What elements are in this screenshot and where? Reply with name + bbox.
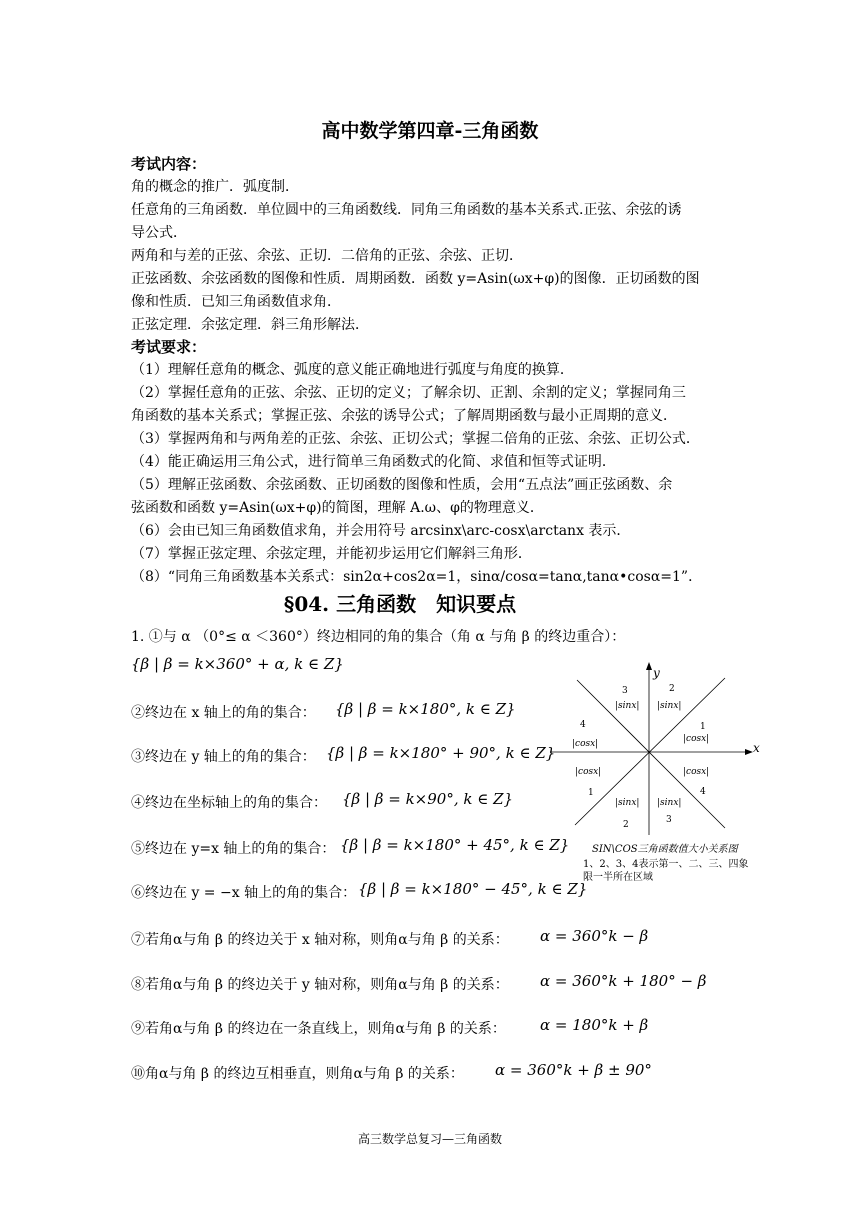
page-title: 高中数学第四章-三角函数 bbox=[321, 120, 539, 142]
region-number: 1 bbox=[588, 788, 594, 798]
knowledge-item: ⑨若角α与角 β 的终边在一条直线上，则角α与角 β 的关系： bbox=[131, 1021, 506, 1037]
x-axis-arrow bbox=[745, 749, 753, 755]
knowledge-item: ⑦若角α与角 β 的终边关于 x 轴对称，则角α与角 β 的关系： bbox=[131, 932, 509, 948]
y-axis-arrow bbox=[646, 662, 652, 670]
section-title: §04. 三角函数 知识要点 bbox=[283, 592, 517, 616]
region-number: 2 bbox=[669, 684, 675, 694]
knowledge-item: ④终边在坐标轴上的角的集合： bbox=[131, 795, 327, 811]
exam-requirement-line: （4）能正确运用三角公式，进行简单三角函数式的化简、求值和恒等式证明． bbox=[131, 454, 616, 470]
region-number: 2 bbox=[623, 820, 629, 830]
page-footer: 高三数学总复习—三角函数 bbox=[357, 1132, 502, 1146]
exam-content-line: 正弦定理．余弦定理．斜三角形解法． bbox=[131, 317, 369, 333]
knowledge-item: ⑤终边在 y=x 轴上的角的集合： bbox=[131, 841, 336, 857]
exam-content-line: 导公式． bbox=[131, 225, 187, 241]
region-number: 1 bbox=[700, 722, 706, 732]
x-axis-label: x bbox=[753, 741, 760, 755]
exam-requirement-line: （2）掌握任意角的正弦、余弦、正切的定义；了解余切、正割、余割的定义；掌握同角三 bbox=[131, 385, 686, 401]
exam-content-line: 两角和与差的正弦、余弦、正切．二倍角的正弦、余弦、正切． bbox=[131, 248, 523, 264]
cos-label: |cosx| bbox=[683, 767, 710, 777]
knowledge-item: ⑥终边在 y = −x 轴上的角的集合： bbox=[131, 885, 357, 901]
exam-requirement-line: （5）理解正弦函数、余弦函数、正切函数的图像和性质，会用“五点法”画正弦函数、余 bbox=[131, 477, 673, 493]
sin-label: |sinx| bbox=[615, 798, 640, 808]
sin-cos-diagram bbox=[545, 660, 760, 835]
formula: {β | β = k×180° − 45°, k ∈ Z} bbox=[358, 880, 588, 898]
knowledge-item: ⑩角α与角 β 的终边互相垂直，则角α与角 β 的关系： bbox=[131, 1066, 464, 1082]
formula: α = 360°k + β ± 90° bbox=[495, 1061, 652, 1079]
knowledge-item: ③终边在 y 轴上的角的集合： bbox=[131, 749, 316, 765]
figure-caption: SIN\COS三角函数值大小关系图 bbox=[592, 844, 738, 855]
formula: {β | β = k×90°, k ∈ Z} bbox=[342, 790, 514, 808]
exam-requirements-heading: 考试要求： bbox=[131, 338, 207, 356]
formula: {β | β = k×180° + 90°, k ∈ Z} bbox=[326, 744, 556, 762]
knowledge-item: 1. ①与 α （0°≤ α ＜360°）终边相同的角的集合（角 α 与角 β 的终边重合）： bbox=[131, 629, 626, 645]
region-number: 4 bbox=[580, 720, 586, 730]
region-number: 3 bbox=[666, 815, 672, 825]
figure-note: 1、2、3、4表示第一、二、三、四象限一半所在区域 bbox=[583, 859, 749, 883]
exam-content-line: 像和性质．已知三角函数值求角． bbox=[131, 294, 341, 310]
exam-requirement-line: （8）“同角三角函数基本关系式：sin2α+cos2α=1，sinα/cosα=tanα,tanα•cosα=1”． bbox=[131, 569, 703, 585]
sin-label: |sinx| bbox=[657, 701, 682, 711]
diagonal-y-eq-neg-x bbox=[577, 680, 725, 828]
exam-content-line: 任意角的三角函数．单位圆中的三角函数线．同角三角函数的基本关系式.正弦、余弦的诱 bbox=[131, 202, 682, 218]
exam-requirement-line: 弦函数和函数 y=Asin(ωx+φ)的简图，理解 A.ω、φ的物理意义． bbox=[131, 500, 544, 516]
exam-requirement-line: （6）会由已知三角函数值求角，并会用符号 arcsinx\arc-cosx\arctanx 表示． bbox=[131, 523, 631, 539]
exam-content-line: 角的概念的推广．弧度制． bbox=[131, 179, 299, 195]
exam-requirement-line: 角函数的基本关系式；掌握正弦、余弦的诱导公式；了解周期函数与最小正周期的意义． bbox=[131, 408, 677, 424]
formula: {β | β = k×180°, k ∈ Z} bbox=[335, 700, 516, 718]
exam-content-line: 正弦函数、余弦函数的图像和性质．周期函数．函数 y=Asin(ωx+φ)的图像．正切函数的图 bbox=[131, 271, 700, 287]
cos-label: |cosx| bbox=[575, 767, 602, 777]
formula: α = 360°k + 180° − β bbox=[540, 972, 707, 990]
formula: α = 360°k − β bbox=[540, 927, 649, 945]
cos-label: |cosx| bbox=[683, 734, 710, 744]
sin-label: |sinx| bbox=[615, 701, 640, 711]
exam-requirement-line: （1）理解任意角的概念、弧度的意义能正确地进行弧度与角度的换算． bbox=[131, 362, 574, 378]
exam-requirement-line: （3）掌握两角和与两角差的正弦、余弦、正切公式；掌握二倍角的正弦、余弦、正切公式． bbox=[131, 431, 700, 447]
cos-label: |cosx| bbox=[572, 739, 599, 749]
exam-content-heading: 考试内容： bbox=[131, 155, 207, 173]
formula: {β | β = k×180° + 45°, k ∈ Z} bbox=[340, 836, 570, 854]
formula: {β | β = k×360° + α, k ∈ Z} bbox=[131, 655, 344, 673]
y-axis-label: y bbox=[653, 666, 660, 680]
knowledge-item: ⑧若角α与角 β 的终边关于 y 轴对称，则角α与角 β 的关系： bbox=[131, 977, 509, 993]
sin-label: |sinx| bbox=[657, 798, 682, 808]
knowledge-item: ②终边在 x 轴上的角的集合： bbox=[131, 705, 316, 721]
exam-requirement-line: （7）掌握正弦定理、余弦定理，并能初步运用它们解斜三角形． bbox=[131, 546, 532, 562]
region-number: 4 bbox=[700, 787, 706, 797]
region-number: 3 bbox=[622, 686, 628, 696]
formula: α = 180°k + β bbox=[540, 1016, 649, 1034]
